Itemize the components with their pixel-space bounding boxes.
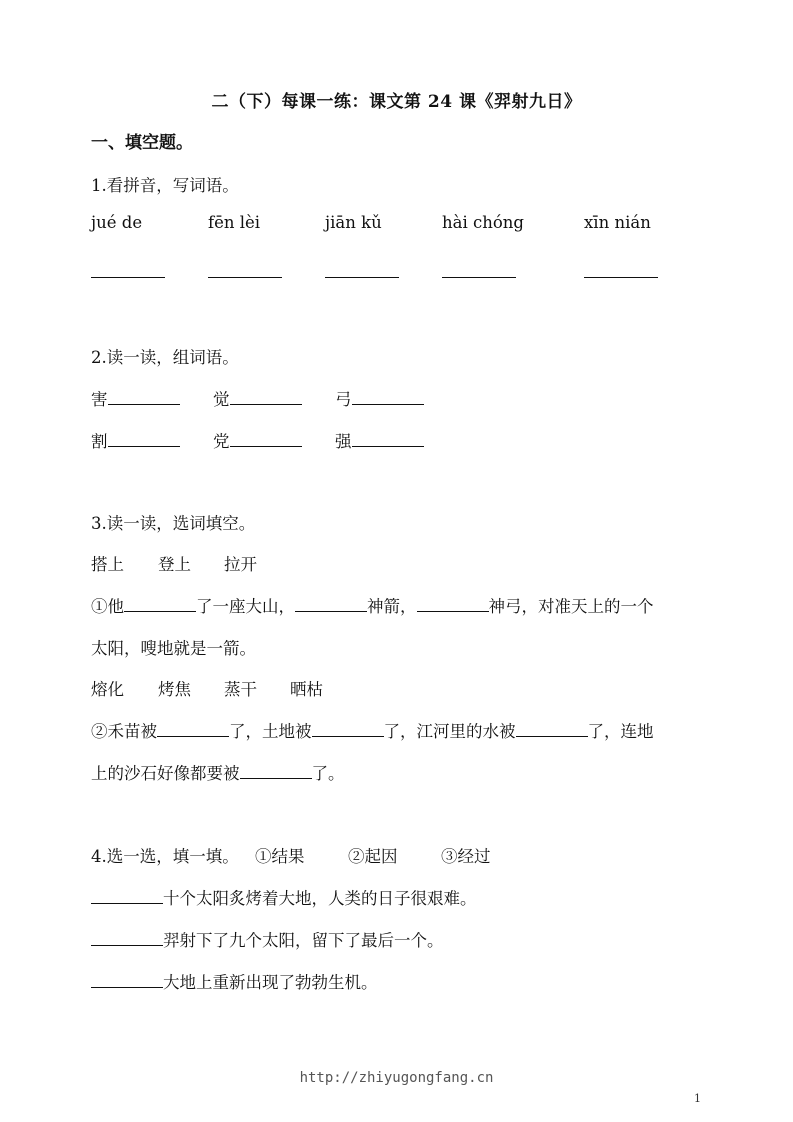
word-option: 烤焦 <box>158 680 191 699</box>
char-label: 害 <box>91 390 108 409</box>
q3-prompt: 3.读一读，选词填空。 <box>91 514 256 533</box>
answer-blank[interactable] <box>516 721 588 737</box>
answer-blank[interactable] <box>124 596 196 612</box>
answer-blank[interactable] <box>208 262 282 278</box>
word-option: 登上 <box>158 555 191 574</box>
worksheet-title: 二（下）每课一练：课文第 24 课《羿射九日》 <box>211 92 582 112</box>
answer-blank[interactable] <box>91 262 165 278</box>
char-label: 强 <box>335 432 352 451</box>
answer-blank[interactable] <box>325 262 399 278</box>
word-option: 晒枯 <box>290 680 323 699</box>
q3-sentence-1: ①他 了一座大山， 神箭， 神弓，对准天上的一个 <box>91 597 654 616</box>
word-option: 蒸干 <box>224 680 257 699</box>
q3-sentence-1-cont: 太阳，嗖地就是一箭。 <box>91 639 256 658</box>
option-process: ③经过 <box>441 847 491 866</box>
q1-prompt: 1.看拼音，写词语。 <box>91 176 239 195</box>
answer-blank[interactable] <box>352 431 424 447</box>
q4-line-3: 大地上重新出现了勃勃生机。 <box>91 969 378 993</box>
q3-sentence-2-cont: 上的沙石好像都要被 了。 <box>91 764 345 783</box>
answer-blank[interactable] <box>108 431 180 447</box>
answer-blank[interactable] <box>91 972 163 988</box>
word-option: 搭上 <box>91 555 124 574</box>
q2-prompt: 2.读一读，组词语。 <box>91 348 239 367</box>
char-label: 党 <box>213 432 230 451</box>
section-heading: 一、填空题。 <box>91 133 193 153</box>
q4-line-1: 十个太阳炙烤着大地，人类的日子很艰难。 <box>91 885 477 909</box>
answer-blank[interactable] <box>584 262 658 278</box>
pinyin-2: fēn lèi <box>208 213 261 232</box>
char-label: 弓 <box>335 390 352 409</box>
page-number: 1 <box>694 1092 701 1105</box>
answer-blank[interactable] <box>157 721 229 737</box>
word-option: 熔化 <box>91 680 124 699</box>
answer-blank[interactable] <box>295 596 367 612</box>
answer-blank[interactable] <box>91 888 163 904</box>
option-result: ①结果 <box>255 847 305 866</box>
pinyin-1: jué de <box>91 213 143 232</box>
q3-sentence-2: ②禾苗被 了，土地被 了，江河里的水被 了，连地 <box>91 722 654 741</box>
answer-blank[interactable] <box>352 389 424 405</box>
q4-line-2: 羿射下了九个太阳，留下了最后一个。 <box>91 927 444 951</box>
answer-blank[interactable] <box>230 389 302 405</box>
option-cause: ②起因 <box>348 847 398 866</box>
pinyin-5: xīn nián <box>584 213 651 232</box>
word-option: 拉开 <box>224 555 257 574</box>
char-label: 觉 <box>213 390 230 409</box>
answer-blank[interactable] <box>240 763 312 779</box>
answer-blank[interactable] <box>442 262 516 278</box>
answer-blank[interactable] <box>108 389 180 405</box>
pinyin-3: jiān kǔ <box>325 213 382 232</box>
char-label: 割 <box>91 432 108 451</box>
answer-blank[interactable] <box>91 930 163 946</box>
footer-url[interactable]: http://zhiyugongfang.cn <box>299 1070 494 1086</box>
pinyin-4: hài chóng <box>442 213 524 232</box>
answer-blank[interactable] <box>230 431 302 447</box>
q4-prompt: 4.选一选，填一填。 <box>91 847 239 866</box>
answer-blank[interactable] <box>312 721 384 737</box>
answer-blank[interactable] <box>417 596 489 612</box>
